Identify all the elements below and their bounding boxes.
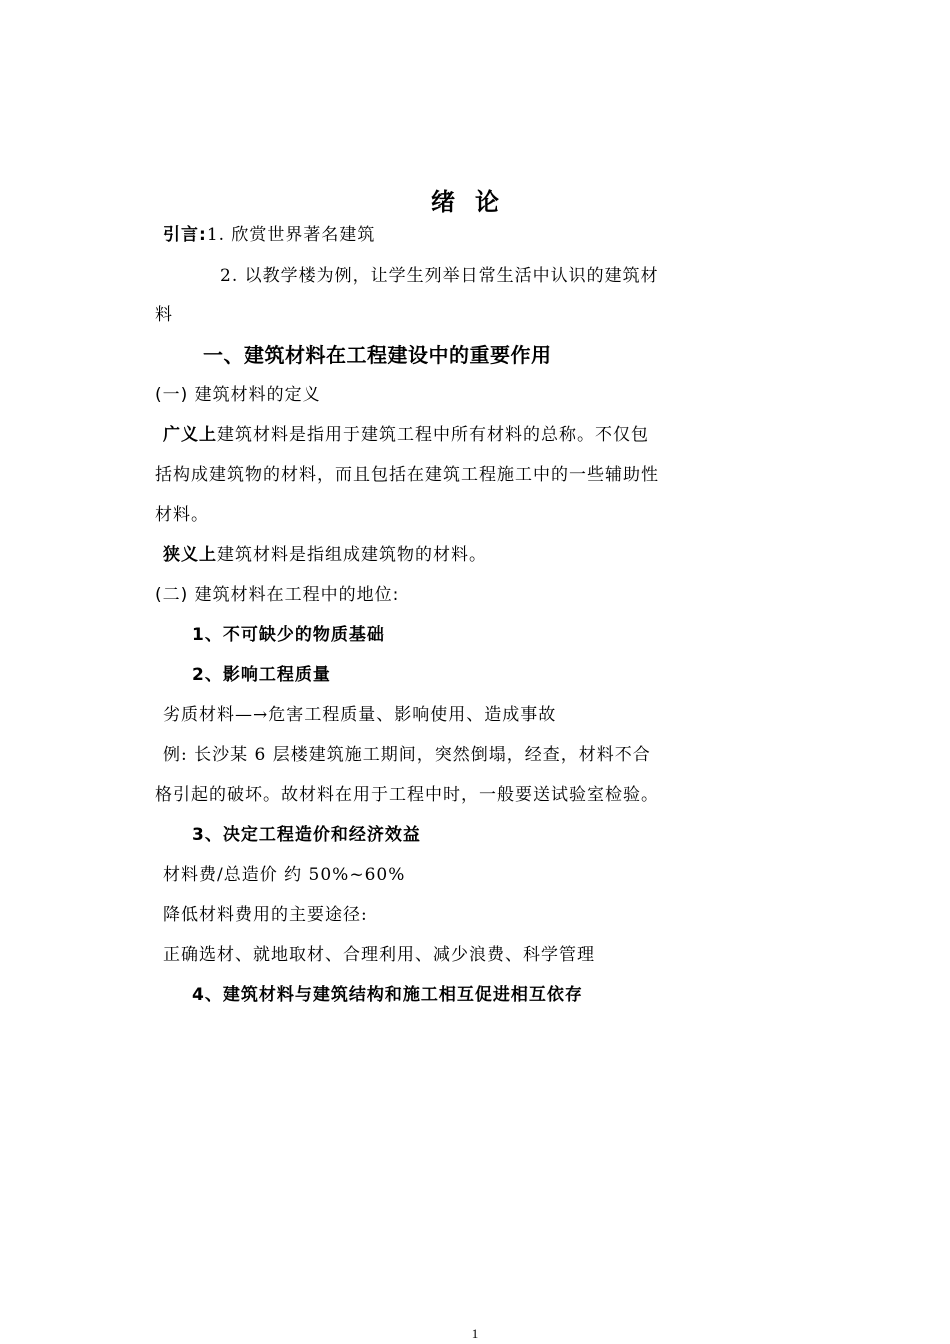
point-3-heading: 3、决定工程造价和经济效益: [192, 825, 421, 845]
point-2-heading: 2、影响工程质量: [192, 665, 331, 685]
point-3-line-1: 材料费/总造价 约 50%~60%: [163, 865, 406, 885]
broad-definition-line-2: 括构成建筑物的材料，而且包括在建筑工程施工中的一些辅助性: [155, 465, 659, 485]
narrow-label: 狭义上: [163, 545, 217, 565]
point-2-line-1: 劣质材料—→危害工程质量、影响使用、造成事故: [163, 705, 557, 725]
page-number: 1: [471, 1326, 479, 1341]
intro-label: 引言:: [163, 225, 207, 245]
narrow-definition: [163, 544, 487, 566]
page-title: 绪论: [431, 188, 519, 216]
section-heading-1: 一、建筑材料在工程建设中的重要作用: [203, 343, 552, 367]
point-3-line-3: 正确选材、就地取材、合理利用、减少浪费、科学管理: [163, 945, 595, 965]
broad-definition-line-3: 材料。: [155, 505, 209, 525]
intro-item-1: 1. 欣赏世界著名建筑: [206, 225, 376, 245]
intro-line-1: [163, 224, 375, 246]
intro-item-2: 2. 以教学楼为例，让学生列举日常生活中认识的建筑材: [220, 266, 659, 286]
subsection-heading-1: (一) 建筑材料的定义: [155, 385, 321, 405]
broad-text: 建筑材料是指用于建筑工程中所有材料的总称。不仅包: [217, 425, 649, 445]
point-3-line-2: 降低材料费用的主要途径:: [163, 905, 368, 925]
narrow-text: 建筑材料是指组成建筑物的材料。: [217, 545, 487, 565]
point-1-heading: 1、不可缺少的物质基础: [192, 625, 385, 645]
subsection-heading-2: (二) 建筑材料在工程中的地位:: [155, 585, 400, 605]
point-2-line-2: 例: 长沙某 6 层楼建筑施工期间，突然倒塌，经查，材料不合: [163, 745, 651, 765]
intro-item-2-continued: 料: [155, 305, 173, 325]
point-2-line-3: 格引起的破坏。故材料在用于工程中时，一般要送试验室检验。: [155, 785, 659, 805]
broad-label: 广义上: [163, 425, 217, 445]
point-4-heading: 4、建筑材料与建筑结构和施工相互促进相互依存: [192, 985, 583, 1005]
broad-definition-line-1: [163, 424, 649, 446]
